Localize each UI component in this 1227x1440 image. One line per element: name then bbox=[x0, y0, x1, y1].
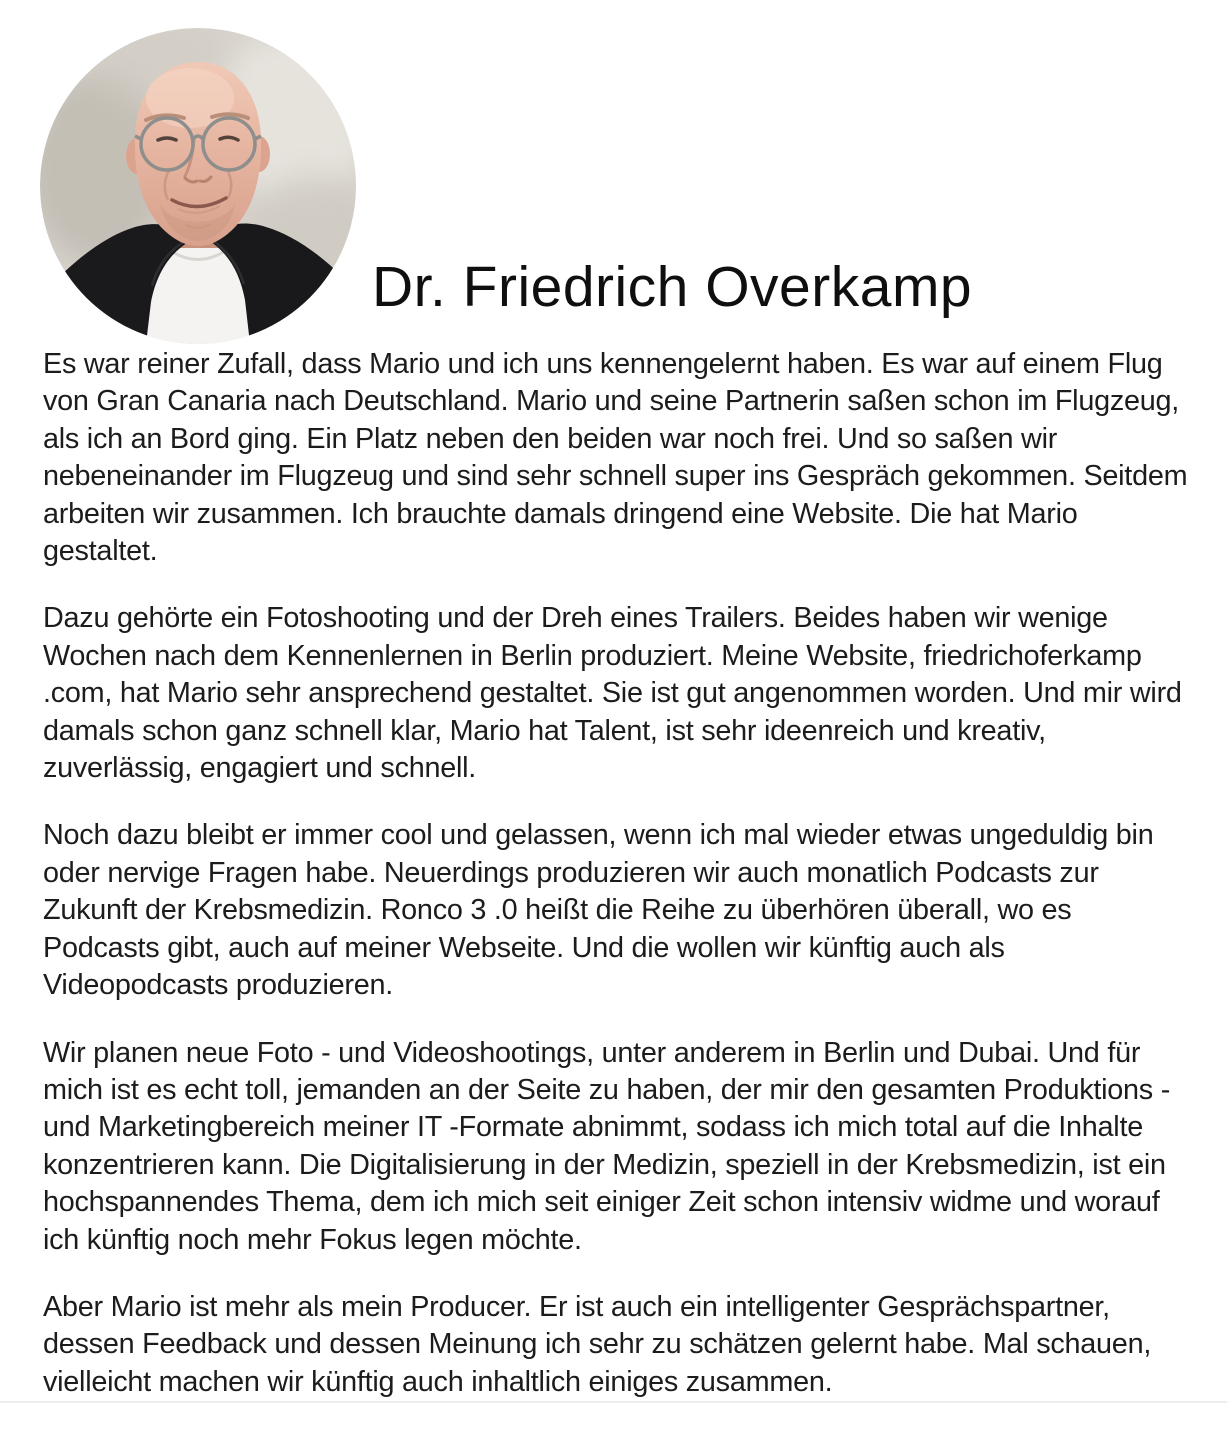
portrait-illustration bbox=[40, 28, 356, 344]
page-title: Dr. Friedrich Overkamp bbox=[372, 255, 973, 319]
profile-photo bbox=[40, 28, 356, 344]
page-bottom-hairline bbox=[0, 1401, 1227, 1403]
testimonial-paragraph-1: Es war reiner Zufall, dass Mario und ich uns kennengelernt haben. Es war auf einem Flug von Gran Canaria nach Deutschland. Mario und seine Partnerin saßen schon im Flugzeug, als ich an Bord ging. Ein Platz neben den beiden war noch frei. Und so saßen wir nebeneinander im Flugzeug und sind sehr schnell super ins Gespräch gekommen. Seitdem arbeiten wir zusammen. Ich brauchte damals dringend eine Website. Die hat Mario gestaltet. bbox=[43, 348, 1188, 568]
testimonial-paragraph-4: Wir planen neue Foto - und Videoshootings, unter anderem in Berlin und Dubai. Und für mich ist es echt toll, jemanden an der Seite zu haben, der mir den gesamten Produktions - und Marketingbereich meiner IT -Formate abnimmt, sodass ich mich total auf die Inhalte konzentrieren kann. Die Digitalisierung in der Medizin, speziell in der Krebsmedizin, ist ein hochspannendes Thema, dem ich mich seit einiger Zeit schon intensiv widme und worauf ich künftig noch mehr Fokus legen möchte. bbox=[43, 1036, 1171, 1256]
testimonial-paragraph-3: Noch dazu bleibt er immer cool und gelassen, wenn ich mal wieder etwas ungeduldig bin oder nervige Fragen habe. Neuerdings produzieren wir auch monatlich Podcasts zur Zukunft der Krebsmedizin. Ronco 3 .0 heißt die Reihe zu überhören überall, wo es Podcasts gibt, auch auf meiner Webseite. Und die wollen wir künftig auch als Videopodcasts produzieren. bbox=[43, 819, 1154, 1002]
testimonial-paragraph-5: Aber Mario ist mehr als mein Producer. Er ist auch ein intelligenter Gesprächspartner, dessen Feedback und dessen Meinung ich sehr zu schätzen gelernt habe. Mal schauen, vielleicht machen wir künftig auch inhaltlich einiges zusammen. bbox=[43, 1290, 1152, 1398]
testimonial-paragraph-2: Dazu gehörte ein Fotoshooting und der Dreh eines Trailers. Beides haben wir wenige Wochen nach dem Kennenlernen in Berlin produziert. Meine Website, friedrichoferkamp .com, hat Mario sehr ansprechend gestaltet. Sie ist gut angenommen worden. Und mir wird damals schon ganz schnell klar, Mario hat Talent, ist sehr ideenreich und kreativ, zuverlässig, engagiert und schnell. bbox=[43, 602, 1182, 785]
testimonial-text bbox=[43, 346, 1189, 1401]
